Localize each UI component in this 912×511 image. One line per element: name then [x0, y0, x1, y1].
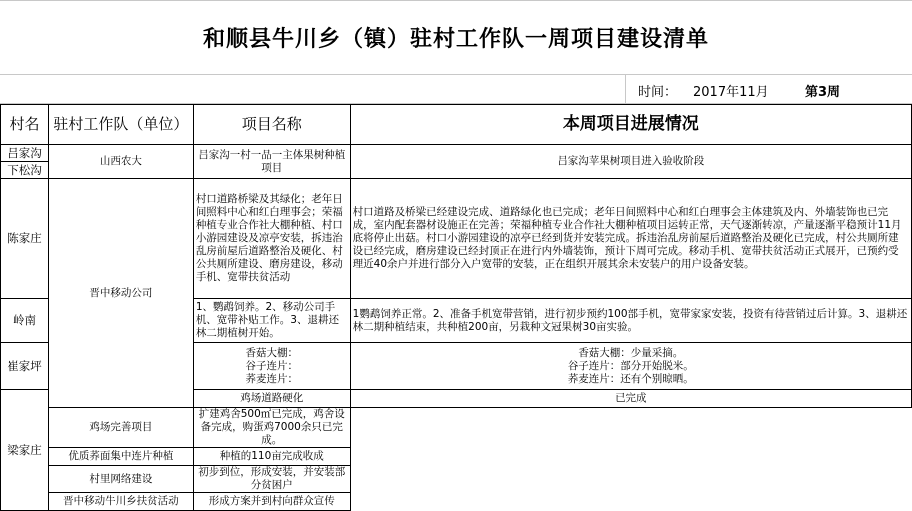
project-line: 荞麦连片： — [245, 372, 298, 385]
table-row — [1, 179, 912, 299]
village-name: 下松沟 — [1, 162, 49, 179]
time-label: 时间： — [638, 85, 678, 100]
team-name: 晋中移动公司 — [48, 179, 193, 408]
project-name: 村口道路桥梁及其绿化；老年日间照料中心和红白理事会；荣福种植专业合作社大棚种植、村口小游园建设及凉亭安装，拆违治乱房前屋后道路整治及硬化、村公共厕所建设、磨房建设，移动手机、宽带扶贫活动 — [193, 179, 350, 299]
sheet-title: 和顺县牛川乡（镇）驻村工作队一周项目建设清单 — [0, 0, 912, 74]
project-name: 优质荞面集中连片种植 — [48, 448, 193, 466]
progress-line: 谷子连片：部分开始脱米。 — [567, 359, 694, 372]
table-row — [1, 408, 912, 448]
header-project: 项目名称 — [193, 105, 350, 145]
village-name: 岭南 — [1, 299, 49, 343]
table-row — [1, 493, 912, 511]
progress-line: 荞麦连片：还有个别晾晒。 — [567, 372, 694, 385]
project-name: 晋中移动牛川乡扶贫活动 — [48, 493, 193, 511]
progress-text: 1鹦鹉饲养正常。2、准备手机宽带营销，进行初步预约100部手机，宽带家家安装，投资有待营销过后计算。3、退耕还林二期种植结束，共种植200亩，另栽种文冠果树30亩实验。 — [350, 299, 911, 343]
village-name: 梁家庄 — [1, 390, 49, 511]
project-name: 鸡场完善项目 — [48, 408, 193, 448]
progress-text: 初步到位，形成安装，并安装部分贫困户 — [193, 466, 350, 493]
table-row — [1, 466, 912, 493]
header-progress: 本周项目进展情况 — [350, 105, 911, 145]
progress-text: 种植的110亩完成收成 — [193, 448, 350, 466]
progress-line: 香菇大棚：少量采摘。 — [578, 346, 684, 359]
project-table — [0, 104, 912, 511]
progress-text: 形成方案并到村向群众宣传 — [193, 493, 350, 511]
project-name — [193, 343, 350, 390]
project-line: 谷子连片： — [245, 359, 298, 372]
project-name: 1、鹦鹉饲养。2、移动公司手机、宽带补贴工作。3、退耕还林二期植树开始。 — [193, 299, 350, 343]
divider — [625, 75, 626, 104]
meta-bar — [0, 74, 912, 104]
week-label: 第3周 — [805, 85, 841, 100]
table-row — [1, 145, 912, 162]
time-value: 2017年11月 — [693, 85, 769, 100]
project-line: 香菇大棚： — [245, 346, 298, 359]
progress-text — [350, 343, 911, 390]
header-row — [1, 105, 912, 145]
progress-text: 已完成 — [350, 390, 911, 408]
project-name: 吕家沟一村一品一主体果树种植项目 — [193, 145, 350, 179]
project-name: 鸡场道路硬化 — [193, 390, 350, 408]
header-village: 村名 — [1, 105, 49, 145]
progress-text: 扩建鸡舍500㎡已完成，鸡舍设备完成，购蛋鸡7000余只已完成。 — [193, 408, 350, 448]
team-name: 山西农大 — [48, 145, 193, 179]
table-row — [1, 448, 912, 466]
village-name: 陈家庄 — [1, 179, 49, 299]
progress-text: 吕家沟苹果树项目进入验收阶段 — [350, 145, 911, 179]
village-name: 崔家坪 — [1, 343, 49, 390]
village-name: 吕家沟 — [1, 145, 49, 162]
progress-text: 村口道路及桥梁已经建设完成、道路绿化也已完成；老年日间照料中心和红白理事会主体建筑及内、外墙装饰也已完成，室内配套器材设施正在完善；荣福种植专业合作社大棚种植项目运转正常，天气逐渐转凉，产量逐渐平稳预计11月底将停止出菇。村口小游园建设的凉亭已经到货并安装完成。拆违治乱房前屋后道路整治及硬化已完成，村公共厕所建设已经完成，磨房建设已经封顶正在进行内外墙装饰，预计下周可完成。移动手机、宽带扶贫活动正式展开，已预约受理近40余户并进行部分入户宽带的安装，正在组织开展其余未安装户的用户设备安装。 — [350, 179, 911, 299]
project-name: 村里网络建设 — [48, 466, 193, 493]
header-team: 驻村工作队（单位） — [48, 105, 193, 145]
